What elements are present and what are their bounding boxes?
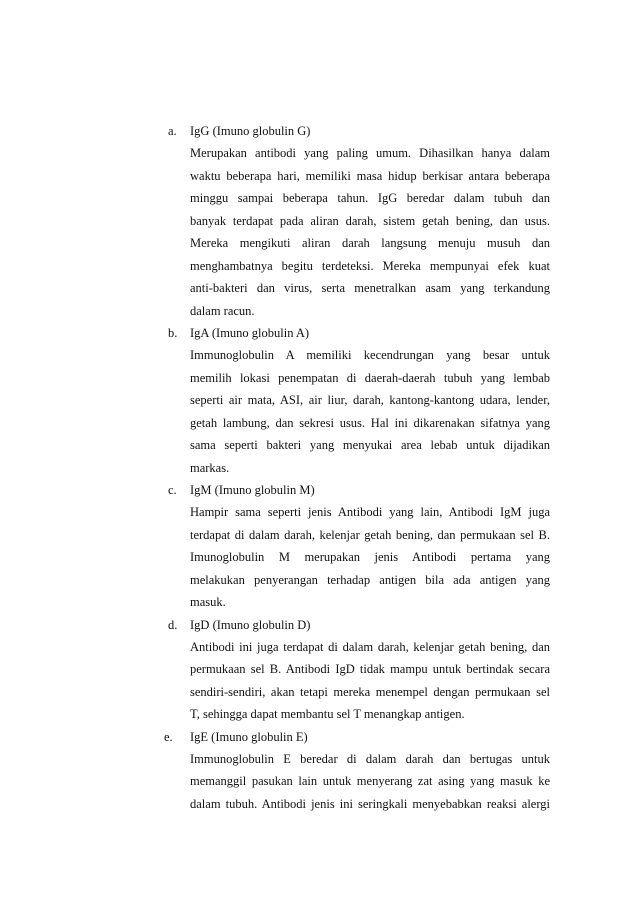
body-line: Mereka mengikuti aliran darah langsung menuju musuh dan [190, 236, 550, 250]
body-line: Imunoglobulin M merupakan jenis Antibodi pertama yang [190, 550, 550, 564]
list-item-iga [168, 322, 550, 479]
list-marker: a. [168, 124, 177, 138]
list-item-igg [168, 120, 550, 322]
item-heading: IgM (Imuno globulin M) [190, 483, 315, 497]
item-body [190, 748, 550, 816]
body-line: memilih lokasi penempatan di daerah-daerah tubuh yang lembab [190, 370, 550, 385]
list-item-igd [168, 614, 550, 726]
item-body [190, 142, 550, 322]
item-body [190, 636, 550, 726]
body-line: anti-bakteri dan virus, serta menetralkan asam yang terkandung [190, 281, 550, 295]
body-line: Antibodi ini juga terdapat di dalam darah, kelenjar getah bening, dan [190, 639, 550, 654]
body-line: dalam tubuh. Antibodi jenis ini seringkali menyebabkan reaksi alergi [190, 796, 550, 811]
body-line: waktu beberapa hari, memiliki masa hidup berkisar antara beberapa [190, 168, 550, 183]
item-heading: IgA (Imuno globulin A) [190, 326, 310, 340]
body-line: memanggil pasukan lain untuk menyerang zat asing yang masuk ke [190, 774, 550, 788]
list-marker: b. [168, 326, 178, 340]
body-line: sama seperti bakteri yang menyukai area lebab untuk dijadikan [190, 438, 550, 452]
item-heading: IgG (Imuno globulin G) [190, 124, 311, 138]
body-line: getah lambung, dan sekresi usus. Hal ini dikarenakan sifatnya yang [190, 415, 550, 430]
body-line: sendiri-sendiri, akan tetapi mereka menempel dengan permukaan sel [190, 684, 550, 699]
list-marker: d. [168, 617, 178, 632]
body-line: Hampir sama seperti jenis Antibodi yang lain, Antibodi IgM juga [190, 505, 550, 519]
body-line: menghambatnya begitu terdeteksi. Mereka mempunyai efek kuat [190, 258, 550, 273]
body-line: banyak terdapat pada aliran darah, sistem getah bening, dan usus. [190, 213, 550, 228]
body-line: Immunoglobulin E beredar di dalam darah dan bertugas untuk [190, 751, 550, 766]
list-marker: c. [168, 483, 177, 497]
item-body [190, 344, 550, 479]
item-body [190, 501, 550, 614]
list-item-igm [168, 479, 550, 614]
body-line: dalam racun. [190, 303, 255, 318]
body-line: seperti air mata, ASI, air liur, darah, kantong-kantong udara, lender, [190, 393, 550, 407]
item-heading: IgE (Imuno globulin E) [190, 729, 308, 744]
body-line: melakukan penyerangan terhadap antigen bila ada antigen yang [190, 572, 550, 587]
list-marker: e. [164, 729, 173, 744]
body-line: T, sehingga dapat membantu sel T menangkap antigen. [190, 707, 465, 721]
body-line: masuk. [190, 595, 226, 609]
immunoglobulin-list [164, 120, 550, 815]
body-line: terdapat di dalam darah, kelenjar getah bening, dan permukaan sel B. [190, 527, 550, 542]
item-heading: IgD (Imuno globulin D) [190, 617, 311, 632]
body-line: permukaan sel B. Antibodi IgD tidak mampu untuk bertindak secara [190, 662, 550, 676]
body-line: markas. [190, 460, 230, 475]
list-item-ige [164, 726, 550, 816]
body-line: minggu sampai beberapa tahun. IgG beredar dalam tubuh dan [190, 191, 550, 205]
body-line: Merupakan antibodi yang paling umum. Dihasilkan hanya dalam [190, 146, 550, 160]
body-line: Immunoglobulin A memiliki kecendrungan yang besar untuk [190, 348, 550, 362]
